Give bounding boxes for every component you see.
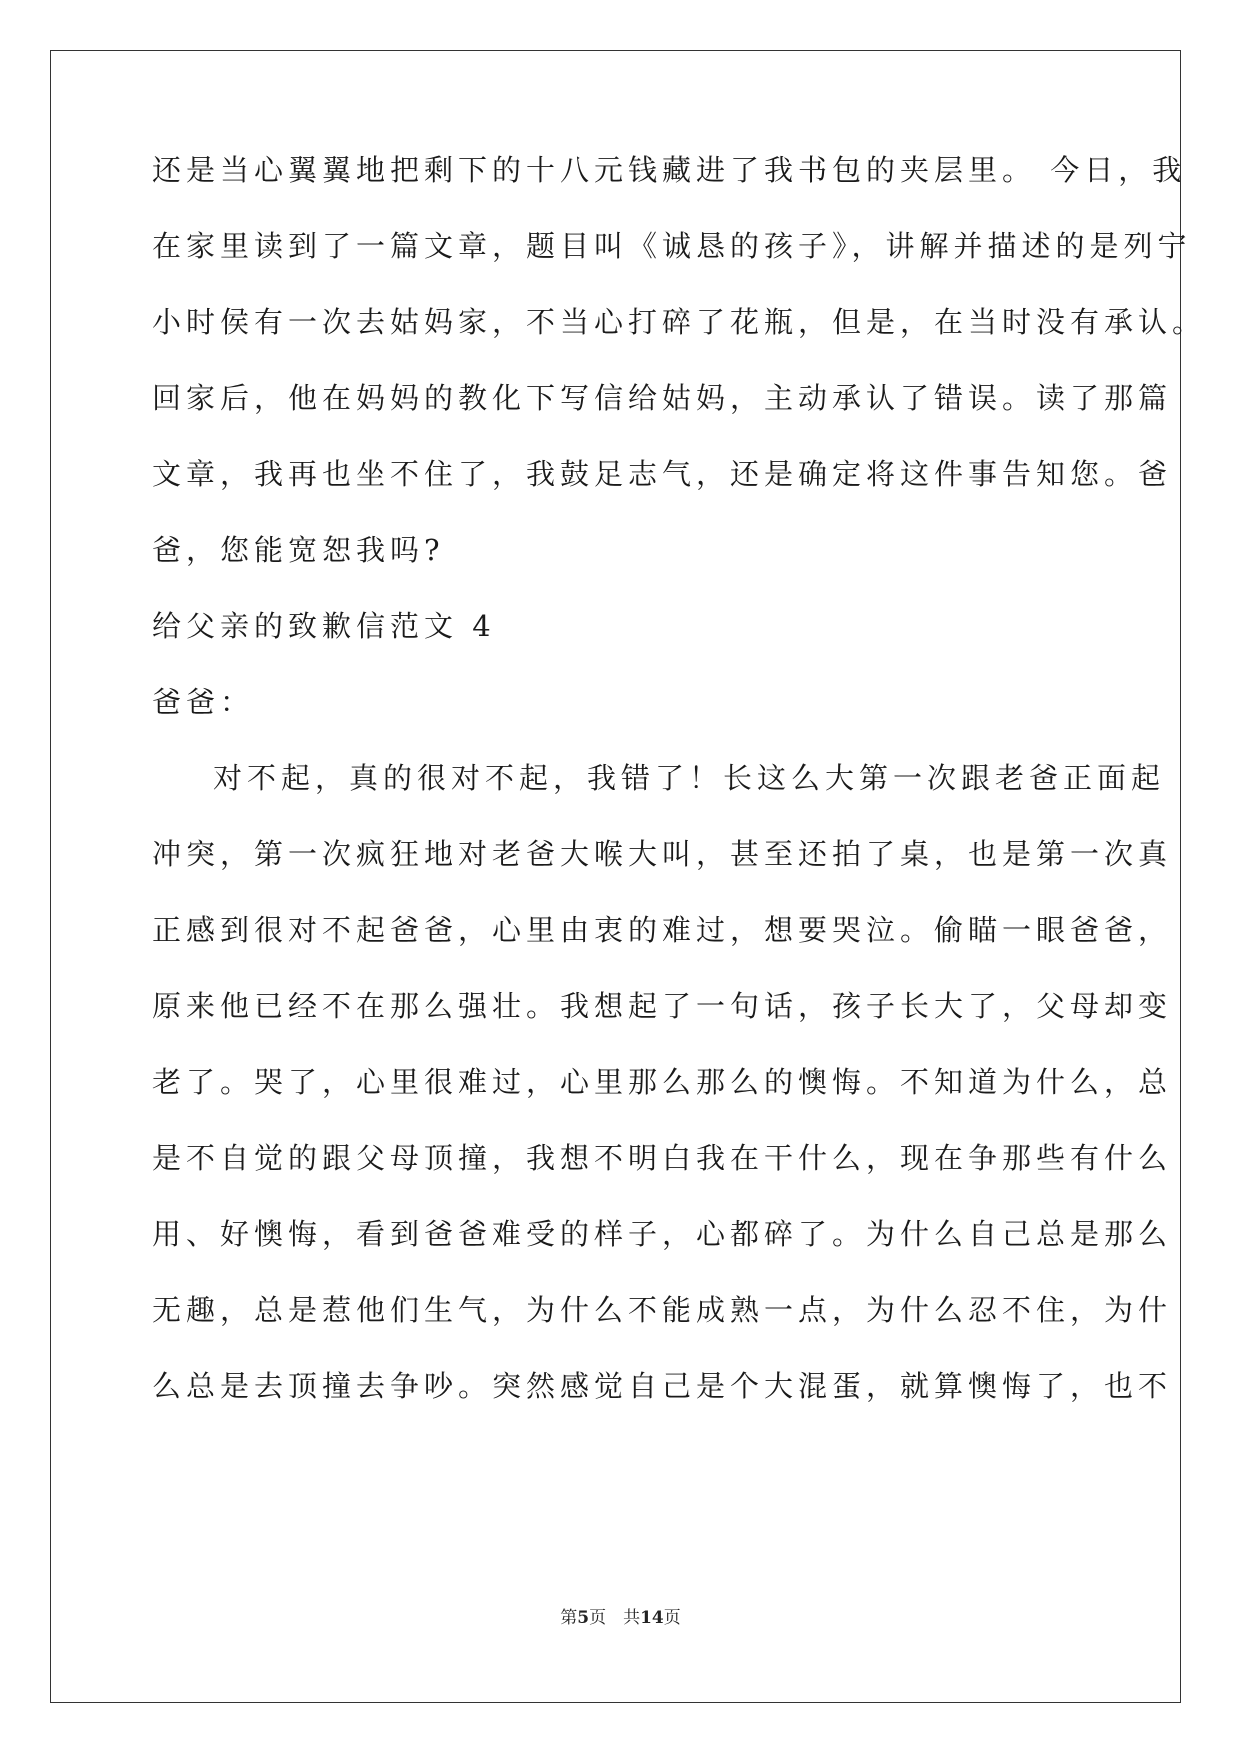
body-line: 无趣，总是惹他们生气，为什么不能成熟一点，为什么忍不住，为什	[152, 1293, 1173, 1327]
body-line: 还是当心翼翼地把剩下的十八元钱藏进了我书包的夹层里。 今日，我	[152, 153, 1187, 187]
paragraph-first-line: 对不起，真的很对不起，我错了！长这么大第一次跟老爸正面起	[213, 761, 1166, 795]
body-line: 是不自觉的跟父母顶撞，我想不明白我在干什么，现在争那些有什么	[152, 1141, 1173, 1175]
page-border	[50, 50, 1207, 1703]
body-line: 用、好懊悔，看到爸爸难受的样子，心都碎了。为什么自己总是那么	[152, 1217, 1173, 1251]
page-number-footer	[0, 1603, 1241, 1628]
footer-suffix: 页	[663, 1608, 681, 1628]
body-line: 老了。哭了，心里很难过，心里那么那么的懊悔。不知道为什么，总	[152, 1065, 1173, 1099]
body-line: 小时侯有一次去姑妈家，不当心打碎了花瓶，但是，在当时没有承认。	[152, 305, 1207, 339]
footer-prefix: 第	[560, 1608, 578, 1628]
body-line: 原来他已经不在那么强壮。我想起了一句话，孩子长大了，父母却变	[152, 989, 1173, 1023]
body-line: 回家后，他在妈妈的教化下写信给姑妈，主动承认了错误。读了那篇	[152, 381, 1173, 415]
footer-mid: 页 共	[589, 1608, 641, 1628]
body-line: 文章，我再也坐不住了，我鼓足志气，还是确定将这件事告知您。爸	[152, 457, 1173, 491]
body-line: 正感到很对不起爸爸，心里由衷的难过，想要哭泣。偷瞄一眼爸爸，	[152, 913, 1173, 947]
total-page-count: 14	[640, 1608, 664, 1628]
current-page-number: 5	[577, 1608, 590, 1628]
body-line: 么总是去顶撞去争吵。突然感觉自己是个大混蛋，就算懊悔了，也不	[152, 1369, 1173, 1403]
section-heading: 给父亲的致歉信范文 4	[152, 609, 496, 643]
body-line: 在家里读到了一篇文章，题目叫《诚恳的孩子》，讲解并描述的是列宁	[152, 229, 1192, 263]
salutation: 爸爸：	[152, 685, 255, 719]
body-line: 爸，您能宽恕我吗?	[152, 533, 445, 567]
body-line: 冲突，第一次疯狂地对老爸大喉大叫，甚至还拍了桌，也是第一次真	[152, 837, 1173, 871]
